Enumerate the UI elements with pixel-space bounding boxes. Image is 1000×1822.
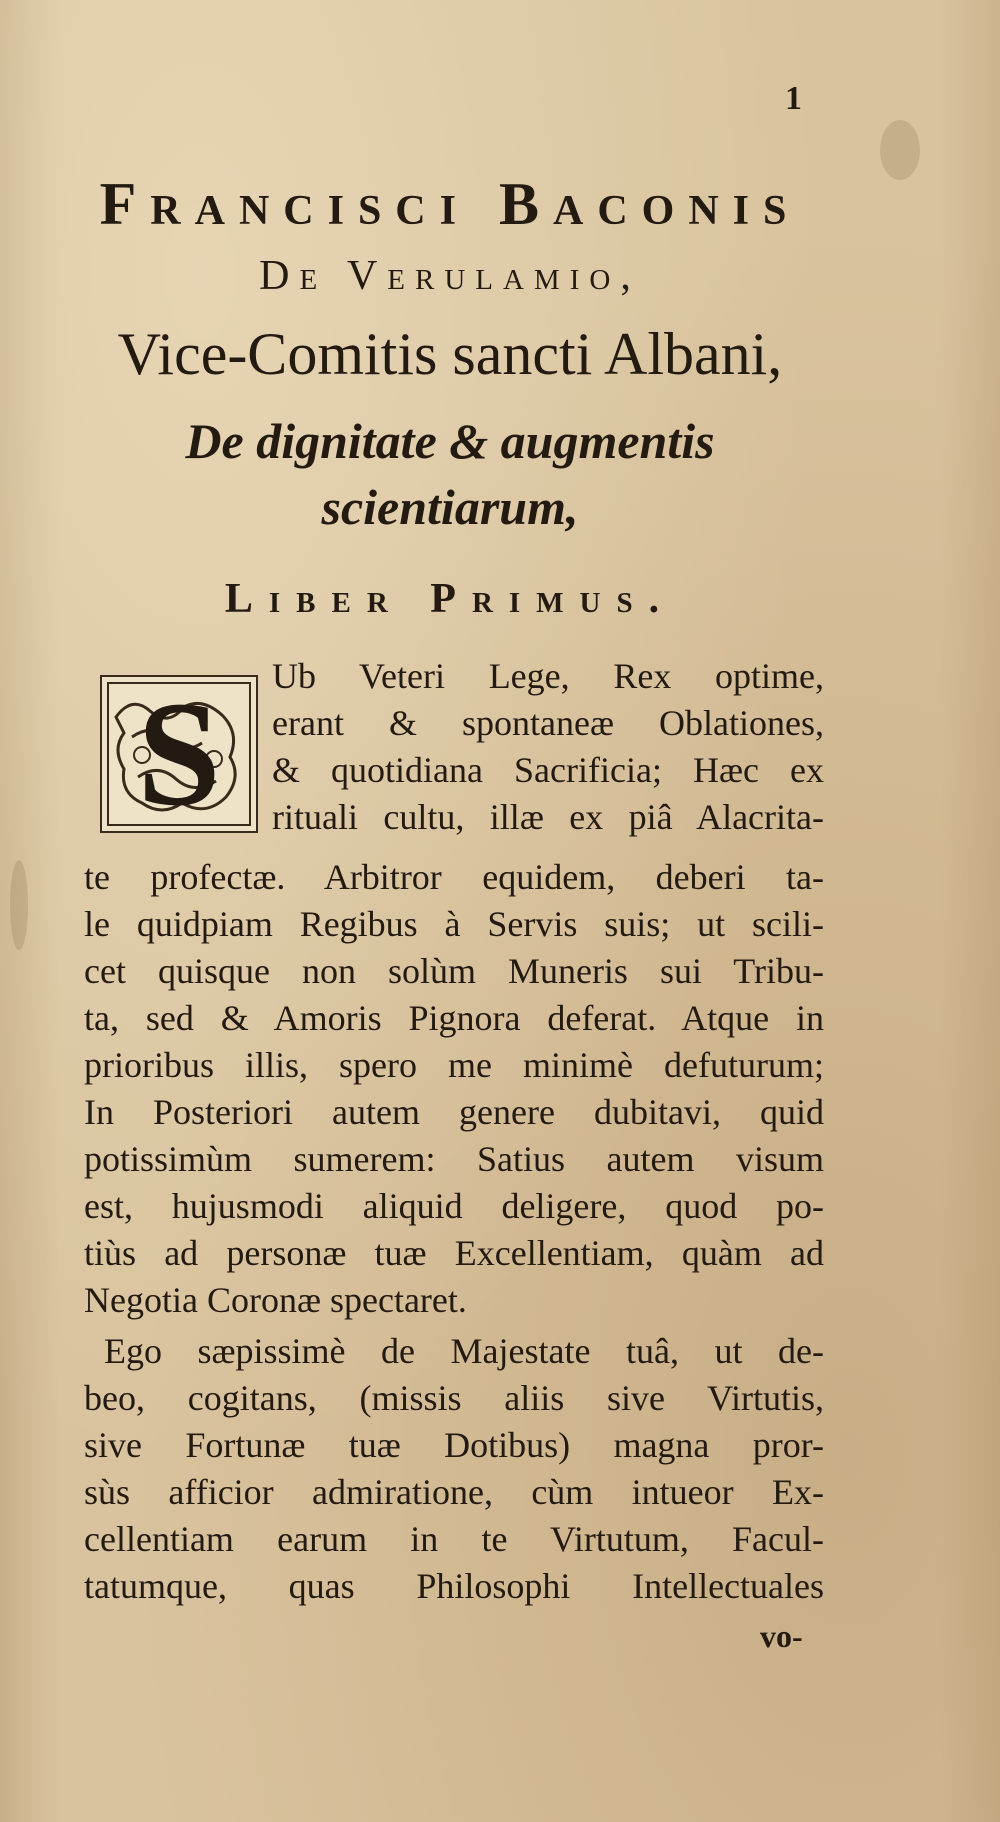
- paper-stain: [10, 860, 28, 950]
- text-line: cet quisque non solùm Muneris sui Tribu-: [84, 951, 824, 991]
- text-line: ta, sed & Amoris Pignora deferat. Atque in: [84, 998, 824, 1038]
- text-line: le quidpiam Regibus à Servis suis; ut scili-: [84, 904, 824, 944]
- text-line: cellentiam earum in te Virtutum, Facul-: [84, 1519, 824, 1559]
- text-line: erant & spontaneæ Oblationes,: [272, 703, 824, 743]
- author-name: Francisci Baconis: [99, 171, 801, 237]
- work-title-line-1: De dignitate & augmentis: [185, 413, 715, 469]
- text-line: Negotia Coronæ spectaret.: [84, 1280, 467, 1320]
- decorated-initial: [100, 671, 258, 837]
- book-heading: Liber Primus.: [224, 576, 676, 622]
- text-line: potissimùm sumerem: Satius autem visum: [84, 1139, 824, 1179]
- text-line: sùs afficior admiratione, cùm intueor Ex-: [84, 1472, 824, 1512]
- text-line: & quotidiana Sacrificia; Hæc ex: [272, 750, 824, 790]
- text-line: tatumque, quas Philosophi Intellectuales: [84, 1566, 824, 1606]
- text-line: sive Fortunæ tuæ Dotibus) magna pror-: [84, 1425, 824, 1465]
- text-line: beo, cogitans, (missis aliis sive Virtutis,: [84, 1378, 824, 1418]
- author-title: Vice-Comitis sancti Albani,: [117, 321, 783, 387]
- author-place: De Verulamio,: [259, 253, 641, 299]
- work-title-line-2: scientiarum,: [321, 479, 579, 535]
- text-line: te profectæ. Arbitror equidem, deberi ta-: [84, 857, 824, 897]
- text-line: rituali cultu, illæ ex piâ Alacrita-: [272, 797, 824, 837]
- paper-stain: [880, 120, 920, 180]
- drop-cap-letter: S: [137, 671, 221, 837]
- text-line: Ego sæpissimè de Majestate tuâ, ut de-: [104, 1331, 824, 1371]
- text-line: est, hujusmodi aliquid deligere, quod po-: [84, 1186, 824, 1226]
- text-line: tiùs ad personæ tuæ Excellentiam, quàm ad: [84, 1233, 824, 1273]
- page-number: 1: [785, 80, 802, 117]
- text-line: Ub Veteri Lege, Rex optime,: [272, 656, 824, 696]
- catchword: vo-: [760, 1618, 803, 1654]
- text-line: In Posteriori autem genere dubitavi, quid: [84, 1092, 824, 1132]
- text-line: prioribus illis, spero me minimè defuturum;: [84, 1045, 824, 1085]
